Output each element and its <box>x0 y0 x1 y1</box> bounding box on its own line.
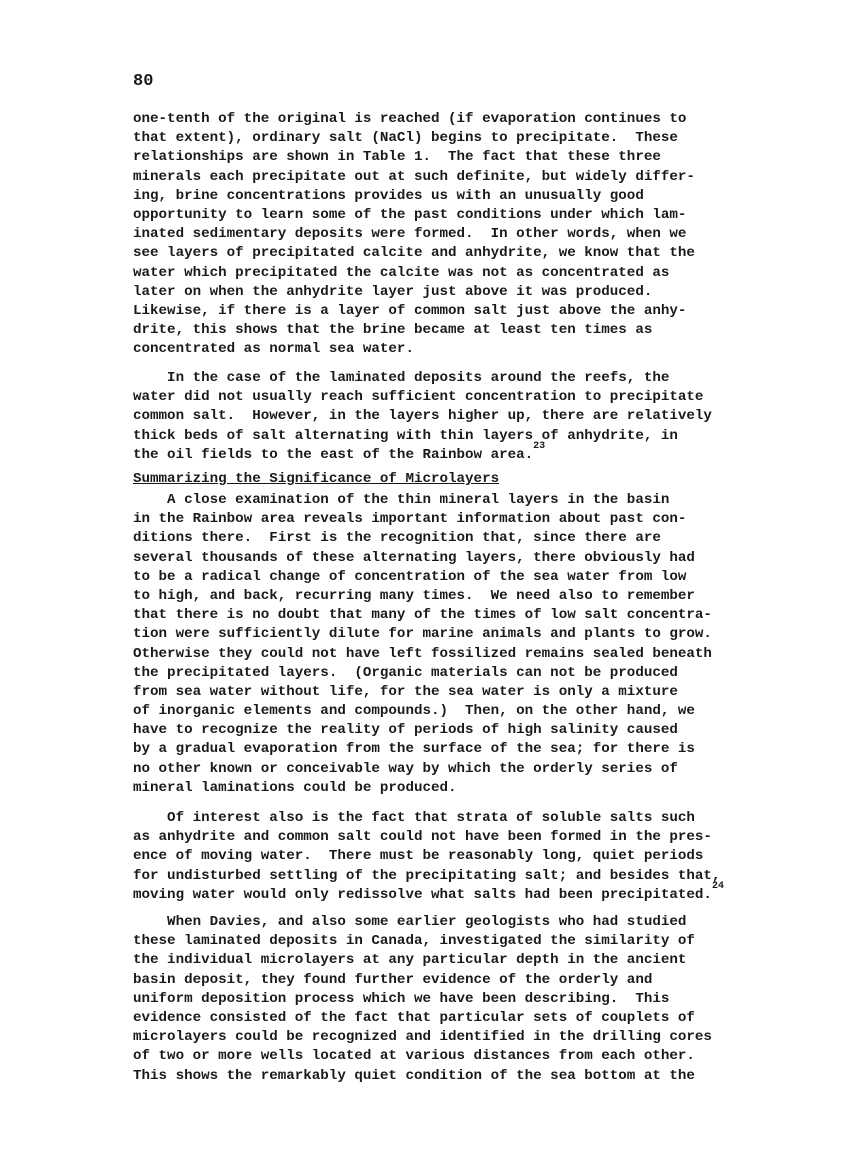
line-text: the individual microlayers at any particular depth in the ancient <box>133 952 687 969</box>
text-line <box>133 847 733 866</box>
paragraph-1 <box>133 110 733 359</box>
text-line <box>133 187 733 206</box>
text-line <box>133 990 733 1009</box>
text-line <box>133 867 733 886</box>
text-line <box>133 932 733 951</box>
text-line <box>133 283 733 302</box>
line-text: In the case of the laminated deposits around the reefs, the <box>133 370 670 386</box>
line-text: concentrated as normal sea water. <box>133 341 414 358</box>
text-line <box>133 129 733 148</box>
footnote-marker: 24 <box>711 881 724 893</box>
text-line <box>133 369 733 388</box>
text-line <box>133 971 733 990</box>
text-line <box>133 645 733 664</box>
line-text: water did not usually reach sufficient concentration to precipitate <box>133 389 704 406</box>
line-text: as anhydrite and common salt could not have been formed in the pres- <box>133 829 712 846</box>
text-line <box>133 587 733 606</box>
text-line <box>133 549 733 568</box>
line-text: ditions there. First is the recognition that, since there are <box>133 530 661 547</box>
line-text: the oil fields to the east of the Rainbow area. <box>133 446 534 463</box>
line-text: Likewise, if there is a layer of common salt just above the anhy- <box>133 302 687 319</box>
text-line <box>133 264 733 283</box>
line-text: no other known or conceivable way by which the orderly series of <box>133 760 678 777</box>
line-text: that extent), ordinary salt (NaCl) begins to precipitate. These <box>133 130 678 147</box>
line-text: microlayers could be recognized and identified in the drilling cores <box>133 1029 712 1046</box>
paragraph-5 <box>133 913 733 1086</box>
line-text: inated sedimentary deposits were formed. In other words, when we <box>133 226 687 243</box>
text-line <box>133 740 733 759</box>
line-text: in the Rainbow area reveals important information about past con- <box>133 511 687 528</box>
text-line <box>133 321 733 340</box>
line-text: A close examination of the thin mineral layers in the basin <box>133 492 670 508</box>
line-text: This shows the remarkably quiet condition of the sea bottom at the <box>133 1067 695 1084</box>
line-text: to be a radical change of concentration of the sea water from low <box>133 568 687 585</box>
line-text: water which precipitated the calcite was not as concentrated as <box>133 264 670 281</box>
text-line <box>133 779 733 798</box>
line-text: uniform deposition process which we have been describing. This <box>133 990 670 1007</box>
paragraph-2 <box>133 369 733 465</box>
text-line <box>133 148 733 167</box>
line-text: tion were sufficiently dilute for marine animals and plants to grow. <box>133 626 712 643</box>
text-line <box>133 702 733 721</box>
text-line <box>133 1067 733 1086</box>
line-text: the precipitated layers. (Organic materials can not be produced <box>133 664 678 681</box>
line-text: that there is no doubt that many of the times of low salt concentra- <box>133 607 712 624</box>
text-line <box>133 664 733 683</box>
text-line <box>133 340 733 359</box>
line-text: evidence consisted of the fact that particular sets of couplets of <box>133 1009 695 1026</box>
line-text: basin deposit, they found further evidence of the orderly and <box>133 971 653 988</box>
text-line <box>133 625 733 644</box>
line-text: Of interest also is the fact that strata of soluble salts such <box>133 810 695 826</box>
line-text: drite, this shows that the brine became at least ten times as <box>133 322 653 339</box>
page-number: 80 <box>133 72 154 91</box>
text-line <box>133 168 733 187</box>
text-line <box>133 302 733 321</box>
line-text: see layers of precipitated calcite and anhydrite, we know that the <box>133 245 695 262</box>
line-text: to high, and back, recurring many times. We need also to remember <box>133 587 695 604</box>
line-text: several thousands of these alternating layers, there obviously had <box>133 549 695 566</box>
text-line <box>133 913 733 932</box>
text-line <box>133 881 733 905</box>
text-line <box>133 110 733 129</box>
text-line <box>133 760 733 779</box>
line-text: common salt. However, in the layers higher up, there are relatively <box>133 408 712 425</box>
text-line <box>133 510 733 529</box>
line-text: moving water would only redissolve what salts had been precipitated. <box>133 886 712 903</box>
line-text: by a gradual evaporation from the surface of the sea; for there is <box>133 741 695 758</box>
line-text: minerals each precipitate out at such definite, but widely differ- <box>133 168 695 185</box>
line-text: of inorganic elements and compounds.) Then, on the other hand, we <box>133 703 695 720</box>
text-line <box>133 1047 733 1066</box>
line-text: these laminated deposits in Canada, investigated the similarity of <box>133 933 695 950</box>
text-line <box>133 951 733 970</box>
text-line <box>133 244 733 263</box>
line-text: ence of moving water. There must be reasonably long, quiet periods <box>133 848 704 865</box>
text-line <box>133 606 733 625</box>
line-text: opportunity to learn some of the past conditions under which lam- <box>133 206 687 223</box>
text-line <box>133 441 733 465</box>
text-line <box>133 407 733 426</box>
text-line <box>133 828 733 847</box>
line-text: from sea water without life, for the sea water is only a mixture <box>133 683 678 700</box>
paragraph-4 <box>133 809 733 905</box>
text-line <box>133 491 733 510</box>
line-text: ing, brine concentrations provides us with an unusually good <box>133 187 644 204</box>
text-line <box>133 225 733 244</box>
line-text: relationships are shown in Table 1. The fact that these three <box>133 149 661 166</box>
text-line <box>133 683 733 702</box>
line-text: thick beds of salt alternating with thin layers of anhydrite, in <box>133 427 678 444</box>
paragraph-3 <box>133 491 733 798</box>
text-line <box>133 206 733 225</box>
text-line <box>133 568 733 587</box>
footnote-marker: 23 <box>533 441 546 453</box>
text-line <box>133 721 733 740</box>
line-text: have to recognize the reality of periods of high salinity caused <box>133 722 678 739</box>
line-text: When Davies, and also some earlier geologists who had studied <box>133 914 687 930</box>
text-line <box>133 529 733 548</box>
text-line <box>133 427 733 446</box>
line-text: mineral laminations could be produced. <box>133 779 457 796</box>
line-text: later on when the anhydrite layer just above it was produced. <box>133 283 653 300</box>
text-line <box>133 388 733 407</box>
section-heading: Summarizing the Significance of Microlayers <box>133 471 500 487</box>
line-text: for undisturbed settling of the precipitating salt; and besides that, <box>133 867 721 884</box>
line-text: of two or more wells located at various distances from each other. <box>133 1048 695 1065</box>
line-text: one-tenth of the original is reached (if evaporation continues to <box>133 111 687 127</box>
line-text: Otherwise they could not have left fossilized remains sealed beneath <box>133 645 712 662</box>
text-line <box>133 1009 733 1028</box>
text-line <box>133 1028 733 1047</box>
text-line <box>133 809 733 828</box>
